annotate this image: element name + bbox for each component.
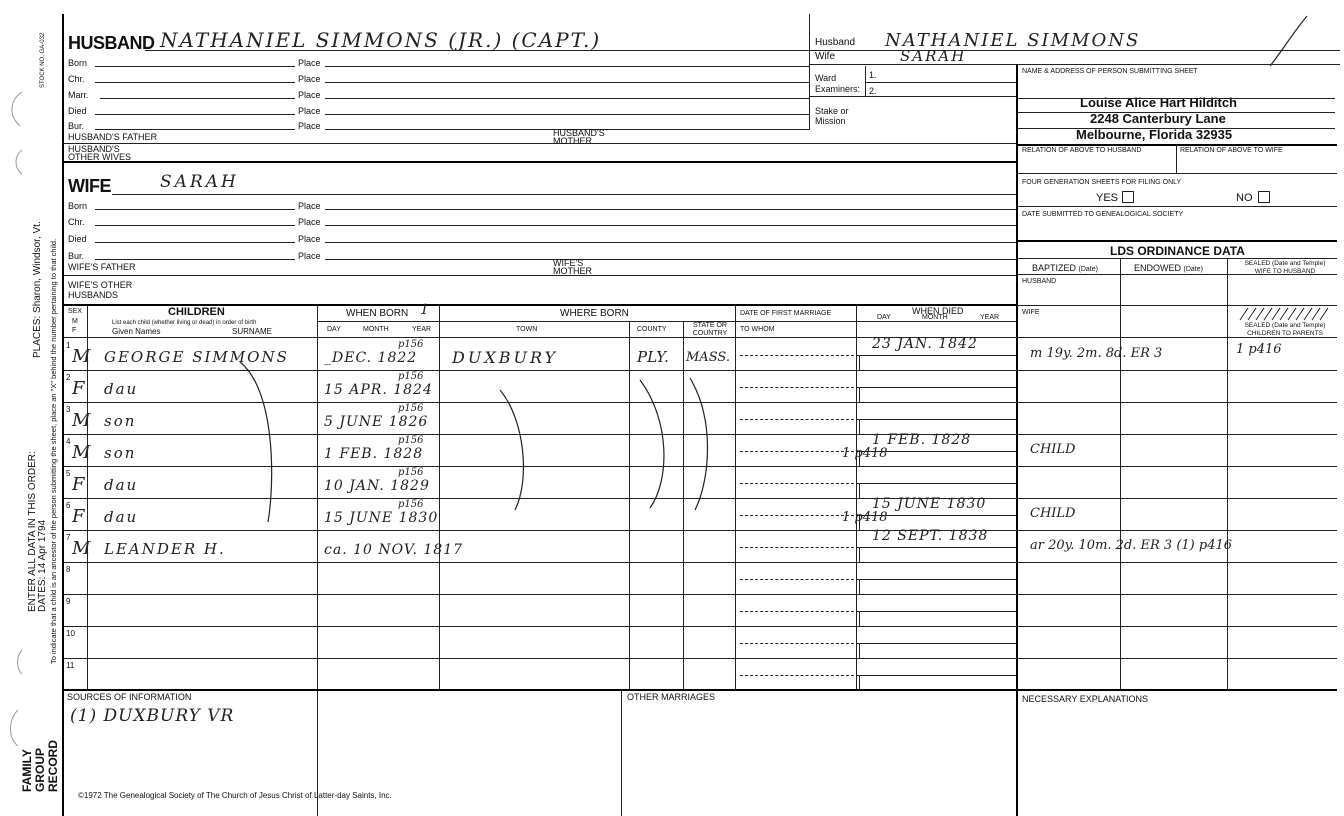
when-born-header: WHEN BORN — [346, 308, 409, 319]
wife-born-place-label: Place — [298, 201, 321, 211]
wife-mother-label: WIFE'S MOTHER — [553, 258, 592, 276]
child-born-ref: p156 — [398, 403, 424, 414]
husband-died-line — [95, 114, 295, 115]
lds-title: LDS ORDINANCE DATA — [1110, 244, 1245, 258]
marriage-date-dash — [740, 387, 854, 388]
marriage-date-dash — [740, 643, 854, 644]
died-inner-tick — [859, 483, 860, 498]
marriage-date-dash — [740, 451, 854, 452]
child-name: son — [104, 412, 137, 430]
child-row-bottom — [63, 562, 1337, 563]
submitter-ruler-2 — [1017, 112, 1335, 113]
died-inner-line — [857, 547, 1016, 548]
child-number: 5 — [66, 469, 71, 478]
when-born-note: 1 — [420, 302, 429, 318]
submitter-bottom — [1017, 144, 1337, 146]
husband-heading: HUSBAND — [68, 33, 155, 53]
child-born-date: 15 APR. 1824 — [324, 382, 433, 398]
husband-bur-label: Bur. — [68, 121, 85, 131]
ancestor-indicator-note: To indicate that a child is an ancestor of the person submitting the sheet, place an "X" behind the number pertaining to that child. — [49, 238, 58, 664]
husband-died-label: Died — [68, 106, 87, 116]
born-month-header: MONTH — [363, 326, 389, 333]
town-header: TOWN — [516, 326, 538, 333]
other-marriages-label: OTHER MARRIAGES — [627, 692, 716, 702]
marriage-date-dash — [740, 419, 854, 420]
died-inner-tick — [859, 419, 860, 434]
child-lds-baptized: CHILD — [1030, 506, 1076, 521]
where-born-header: WHERE BORN — [560, 308, 629, 319]
died-inner-tick — [859, 515, 860, 530]
child-sex: F — [72, 474, 85, 495]
child-number: 4 — [66, 437, 71, 446]
header-husband-name: NATHANIEL SIMMONS — [885, 30, 1141, 51]
examiners-label: Examiners: — [815, 84, 861, 94]
lds-sealed-children-2: CHILDREN TO PARENTS — [1247, 330, 1323, 337]
to-whom-header: TO WHOM — [740, 326, 775, 333]
child-name: LEANDER H. — [104, 540, 226, 558]
stock-number: STOCK NO. GA-032 — [40, 32, 46, 88]
lds-sealed-children-label — [1230, 322, 1340, 338]
wife-chr-place-line — [325, 225, 1016, 226]
husband-chr-place-label: Place — [298, 74, 321, 84]
husband-born-label: Born — [68, 58, 88, 68]
relation-divider — [1176, 145, 1177, 173]
lds-endowed-date: (Date) — [1183, 266, 1203, 273]
relation-wife-label: RELATION OF ABOVE TO WIFE — [1180, 147, 1283, 154]
husband-mother-label: HUSBAND'S MOTHER — [553, 128, 605, 146]
submitter-line-3: Melbourne, Florida 32935 — [1076, 127, 1233, 142]
husband-parents-line — [63, 143, 1016, 144]
husband-marr-place-label: Place — [298, 90, 321, 100]
husband-born-place-line — [325, 66, 809, 67]
died-inner-tick — [859, 355, 860, 370]
lds-baptized-date: (Date) — [1078, 266, 1098, 273]
child-sex: M — [72, 538, 91, 559]
died-inner-line — [857, 515, 1016, 516]
child-born-date: 5 JUNE 1826 — [324, 414, 429, 430]
died-inner-line — [857, 419, 1016, 420]
child-died-date: 1 FEB. 1828 — [872, 432, 972, 448]
child-died-ref: 1 p418 — [842, 510, 888, 525]
husband-died-place-label: Place — [298, 106, 321, 116]
husband-chr-line — [95, 82, 295, 83]
marriage-date-dash — [740, 547, 854, 548]
child-sex: M — [72, 410, 91, 431]
right-panel-border — [1016, 64, 1018, 816]
header-husband-line — [810, 50, 1340, 51]
child-born-date: 15 JUNE 1830 — [324, 510, 439, 526]
wife-died-line — [95, 242, 295, 243]
child-name: dau — [104, 476, 139, 494]
state-header — [686, 322, 734, 338]
died-inner-tick — [859, 611, 860, 626]
form-title-3: RECORD — [46, 739, 60, 792]
copyright: ©1972 The Genealogical Society of The Church of Jesus Christ of Latter-day Saints, Inc. — [78, 791, 392, 800]
wife-bur-line — [95, 259, 295, 260]
wife-name-line — [112, 194, 1016, 195]
husband-father-label: HUSBAND'S FATHER — [68, 132, 158, 142]
child-number: 8 — [66, 565, 71, 574]
child-lds-sealed: 1 p416 — [1236, 342, 1282, 357]
check-mark-icon — [1262, 14, 1312, 68]
date-submitted-label: DATE SUBMITTED TO GENEALOGICAL SOCIETY — [1022, 211, 1184, 218]
child-county: PLY. — [637, 348, 669, 366]
margin-marks — [0, 90, 30, 750]
wife-died-place-line — [325, 242, 1016, 243]
lds-endowed-text: ENDOWED — [1134, 263, 1181, 273]
ditto-strokes — [180, 360, 740, 530]
header-wife-label: Wife — [815, 51, 835, 62]
lds-col-1 — [1120, 258, 1121, 689]
husband-bur-place-label: Place — [298, 121, 321, 131]
died-inner-tick — [859, 579, 860, 594]
children-heading: CHILDREN — [168, 306, 225, 318]
child-number: 6 — [66, 501, 71, 510]
child-sex: M — [72, 442, 91, 463]
enter-order-note: ENTER ALL DATA IN THIS ORDER: — [27, 451, 38, 612]
state-header-1: STATE OR — [693, 322, 727, 329]
died-inner-line — [857, 451, 1016, 452]
sources-value: (1) DUXBURY VR — [70, 706, 235, 726]
husband-chr-place-line — [325, 82, 809, 83]
child-born-ref: p156 — [398, 499, 424, 510]
examiner-2: 2. — [869, 86, 877, 96]
died-inner-tick — [859, 675, 860, 690]
child-sex: M — [72, 346, 91, 367]
submitter-label: NAME & ADDRESS OF PERSON SUBMITTING SHEET — [1022, 68, 1198, 75]
child-number: 7 — [66, 533, 71, 542]
surname-header: SURNAME — [232, 327, 273, 336]
child-number: 1 — [66, 341, 71, 350]
lds-husband-bottom — [1017, 305, 1337, 306]
marriage-date-dash — [740, 515, 854, 516]
examiner-1: 1. — [869, 70, 877, 80]
footer-top — [63, 689, 1337, 691]
marriage-date-dash — [740, 611, 854, 612]
yes-checkbox[interactable] — [1122, 191, 1134, 203]
husband-chr-label: Chr. — [68, 74, 85, 84]
husband-born-line — [95, 66, 295, 67]
hatch-pattern — [1238, 307, 1333, 321]
died-inner-line — [857, 611, 1016, 612]
child-born-ref: p156 — [398, 467, 424, 478]
died-inner-line — [857, 643, 1016, 644]
wife-died-place-label: Place — [298, 234, 321, 244]
lds-header-bottom — [1017, 274, 1337, 275]
wife-chr-line — [95, 225, 295, 226]
sources-label: SOURCES OF INFORMATION — [67, 692, 192, 702]
lds-husband-label: HUSBAND — [1022, 278, 1057, 285]
form-title-1: FAMILY — [20, 749, 34, 792]
died-month-header: MONTH — [922, 314, 948, 321]
child-name: GEORGE SIMMONS — [104, 348, 289, 366]
wife-born-place-line — [325, 209, 1016, 210]
child-row-bottom — [63, 626, 1337, 627]
dates-note: DATES: 14 Apr 1794 — [37, 519, 48, 612]
child-number: 10 — [66, 629, 75, 638]
child-died-date: 23 JAN. 1842 — [872, 336, 978, 352]
child-name: dau — [104, 380, 139, 398]
wife-born-line — [95, 209, 295, 210]
sex-m: M — [72, 318, 78, 325]
child-state: MASS. — [686, 350, 730, 365]
child-number: 2 — [66, 373, 71, 382]
wife-other-husbands-label: WIFE'S OTHER HUSBANDS — [68, 280, 133, 300]
child-born-date: ca. 10 NOV. 1817 — [324, 542, 464, 558]
left-border — [62, 14, 64, 816]
child-row-bottom — [63, 530, 1337, 531]
date-submitted-bottom — [1017, 240, 1337, 242]
child-lds-baptized: ar 20y. 10m. 2d. ER 3 (1) p416 — [1030, 538, 1233, 553]
marriage-date-dash — [740, 483, 854, 484]
husband-marr-line — [100, 98, 295, 99]
child-town: DUXBURY — [452, 348, 559, 367]
when-died-header: WHEN DIED — [912, 306, 964, 316]
died-inner-tick — [859, 547, 860, 562]
wife-bur-label: Bur. — [68, 251, 85, 261]
lds-sealed-children-1: SEALED (Date and Temple) — [1244, 322, 1326, 329]
when-born-sub-line — [318, 321, 1016, 322]
wife-parents-line — [63, 275, 1016, 276]
marriage-date-dash — [740, 579, 854, 580]
child-name: dau — [104, 508, 139, 526]
no-checkbox[interactable] — [1258, 191, 1270, 203]
lds-col-2 — [1227, 258, 1228, 689]
child-born-ref: p156 — [398, 435, 424, 446]
wife-born-label: Born — [68, 201, 88, 211]
born-day-header: DAY — [327, 326, 341, 333]
submitter-line-2: 2248 Canterbury Lane — [1090, 111, 1226, 126]
husband-marr-place-line — [325, 98, 809, 99]
lds-baptized-text: BAPTIZED — [1032, 263, 1077, 273]
died-inner-tick — [859, 643, 860, 658]
submitter-line-1: Louise Alice Hart Hilditch — [1080, 95, 1237, 110]
died-inner-line — [857, 483, 1016, 484]
born-year-header: YEAR — [412, 326, 432, 333]
died-inner-line — [857, 387, 1016, 388]
stake-label: Stake or — [815, 106, 849, 116]
yes-label: YES — [1096, 192, 1119, 204]
wife-name: SARAH — [160, 172, 239, 192]
husband-other-wives-label: HUSBAND'S OTHER WIVES — [68, 144, 132, 162]
wife-died-label: Died — [68, 234, 87, 244]
lds-sealed-wife-2: WIFE TO HUSBAND — [1254, 268, 1316, 275]
mission-label: Mission — [815, 116, 846, 126]
child-lds-baptized: m 19y. 2m. 8d. ER 3 — [1030, 346, 1163, 361]
first-marriage-header: DATE OF FIRST MARRIAGE — [740, 310, 832, 317]
submitter-ruler-1 — [1017, 98, 1335, 99]
examiner-1-line — [866, 82, 1016, 83]
ward-label: Ward — [815, 73, 837, 83]
children-subheading: List each child (whether living or dead) in order of birth — [112, 320, 257, 326]
col-died-left — [856, 305, 857, 689]
child-sex: F — [72, 378, 85, 399]
header-husband-label: Husband — [815, 37, 856, 48]
ward-divider — [865, 66, 866, 96]
children-header-bottom — [63, 337, 1337, 338]
child-born-ref: p156 — [398, 339, 424, 350]
child-lds-baptized: CHILD — [1030, 442, 1076, 457]
child-died-date: 12 SEPT. 1838 — [872, 528, 989, 544]
wife-heading: WIFE — [68, 176, 111, 196]
child-row-bottom — [63, 594, 1337, 595]
husband-died-place-line — [325, 114, 809, 115]
relation-bottom — [1017, 173, 1337, 174]
submitter-ruler-3 — [1017, 128, 1335, 129]
wife-chr-label: Chr. — [68, 217, 85, 227]
no-label: NO — [1236, 192, 1253, 204]
examiners-bottom-line — [810, 96, 1016, 97]
child-number: 9 — [66, 597, 71, 606]
header-wife-line — [810, 64, 1340, 65]
died-inner-line — [857, 675, 1016, 676]
wife-bur-place-line — [325, 259, 1016, 260]
child-number: 3 — [66, 405, 71, 414]
form-title-2: GROUP — [33, 747, 47, 792]
sex-f: F — [72, 327, 77, 334]
husband-born-place-label: Place — [298, 58, 321, 68]
four-gen-label: FOUR GENERATION SHEETS FOR FILING ONLY — [1022, 179, 1182, 186]
places-note: PLACES: Sharon, Windsor, Vt. — [32, 221, 43, 358]
husband-marr-label: Marr. — [68, 90, 89, 100]
wife-father-label: WIFE'S FATHER — [68, 262, 136, 272]
marriage-date-dash — [740, 355, 854, 356]
state-header-2: COUNTRY — [692, 330, 728, 337]
explanations-label: NECESSARY EXPLANATIONS — [1022, 694, 1149, 704]
header-box-left — [809, 14, 810, 130]
husband-bur-line — [95, 129, 295, 130]
marriage-date-dash — [740, 675, 854, 676]
died-year-header: YEAR — [980, 314, 1000, 321]
husband-section-bottom — [63, 161, 1017, 163]
lds-wife-label: WIFE — [1022, 309, 1040, 316]
header-wife-name: SARAH — [900, 47, 967, 65]
wife-chr-place-label: Place — [298, 217, 321, 227]
county-header: COUNTY — [637, 326, 667, 333]
sex-header: SEX — [68, 308, 83, 315]
child-born-ref: p156 — [398, 371, 424, 382]
child-row-bottom — [63, 658, 1337, 659]
child-died-date: 15 JUNE 1830 — [872, 496, 987, 512]
died-inner-line — [857, 355, 1016, 356]
given-names-header: Given Names — [112, 327, 161, 336]
relation-husband-label: RELATION OF ABOVE TO HUSBAND — [1022, 147, 1142, 154]
child-died-ref: 1 p418 — [842, 446, 888, 461]
other-marriages-left — [621, 690, 622, 816]
died-inner-line — [857, 579, 1016, 580]
died-inner-tick — [859, 387, 860, 402]
child-born-date: 1 FEB. 1828 — [324, 446, 424, 462]
four-gen-bottom — [1017, 206, 1337, 207]
died-day-header: DAY — [877, 314, 891, 321]
child-born-date: 10 JAN. 1829 — [324, 478, 430, 494]
child-name: son — [104, 444, 137, 462]
lds-sealed-wife-1: SEALED (Date and Temple) — [1244, 260, 1326, 267]
child-number: 11 — [66, 661, 75, 670]
husband-name: NATHANIEL SIMMONS (JR.) (CAPT.) — [160, 28, 602, 52]
lds-title-bottom — [1017, 258, 1337, 259]
died-inner-tick — [859, 451, 860, 466]
child-sex: F — [72, 506, 85, 527]
wife-bur-place-label: Place — [298, 251, 321, 261]
child-born-date: _DEC. 1822 — [324, 350, 418, 366]
